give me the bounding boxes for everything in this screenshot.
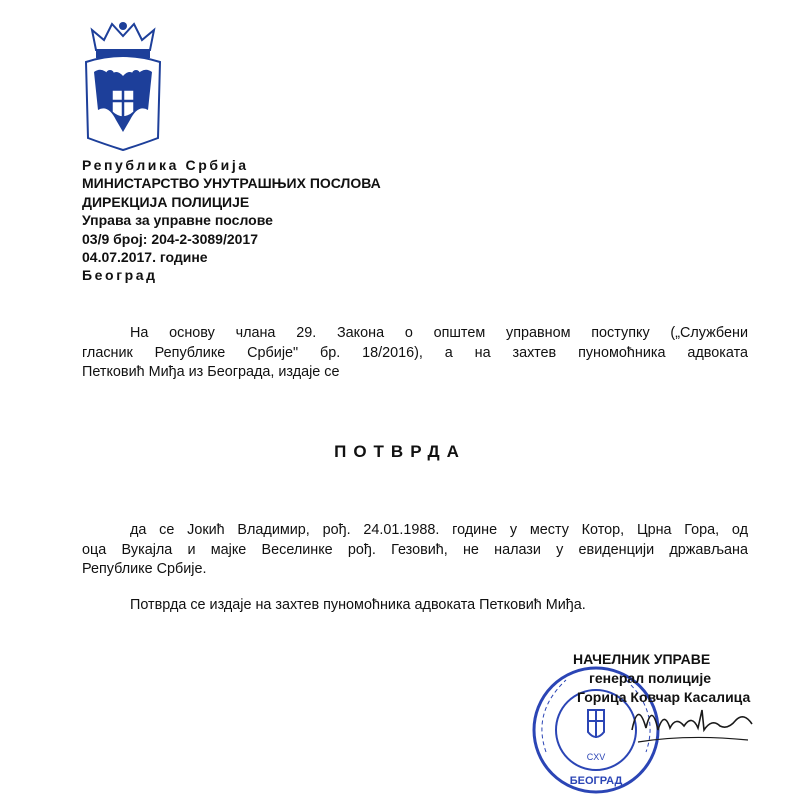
- header-ministry: МИНИСТАРСТВО УНУТРАШЊИХ ПОСЛОВА: [82, 175, 381, 192]
- header-city: Београд: [82, 267, 158, 284]
- closing-text: Потврда се издаје на захтев пуномоћника адвоката Петковић Миђа.: [130, 597, 586, 613]
- intro-line-3: Петковић Миђа из Београда, издаје се: [82, 364, 340, 381]
- body-line-2: оца Вукајла и мајке Веселинке рођ. Гезовић, не налази у евиденцији држављана: [82, 541, 748, 558]
- intro-line-2: гласник Републике Србије" бр. 18/2016), а на захтев пуномоћника адвоката: [82, 344, 748, 361]
- stamp-city: БЕОГРАД: [569, 775, 623, 787]
- coat-of-arms-icon: [82, 20, 164, 156]
- header-directorate: ДИРЕКЦИЈА ПОЛИЦИЈЕ: [82, 193, 250, 210]
- header-country: Република Србија: [82, 157, 249, 173]
- intro-line-1-text: На основу члана 29. Закона о општем управном поступку („Службени: [130, 325, 748, 341]
- body-paragraph: [82, 521, 748, 580]
- header-reference: 03/9 број: 204-2-3089/2017: [82, 230, 258, 247]
- intro-line-1: [82, 324, 748, 344]
- document-header: [82, 156, 502, 285]
- stamp-number: CXV: [586, 752, 606, 762]
- header-date: 04.07.2017. године: [82, 249, 208, 266]
- document-title: ПОТВРДА: [334, 442, 466, 461]
- closing-paragraph: [82, 596, 748, 616]
- body-line-3: Републике Србије.: [82, 561, 207, 578]
- signatory-name: Горица Ковчар Касалица: [577, 689, 751, 705]
- handwritten-signature: [628, 690, 758, 760]
- body-line-1-text: да се Јокић Владимир, рођ. 24.01.1988. године у месту Котор, Црна Гора, од: [130, 522, 748, 538]
- body-line-1: [82, 521, 748, 541]
- header-department: Управа за управне послове: [82, 212, 273, 229]
- intro-paragraph: [82, 324, 748, 383]
- signatory-rank: генерал полиције: [589, 670, 712, 686]
- signatory-role: НАЧЕЛНИК УПРАВЕ: [573, 651, 711, 667]
